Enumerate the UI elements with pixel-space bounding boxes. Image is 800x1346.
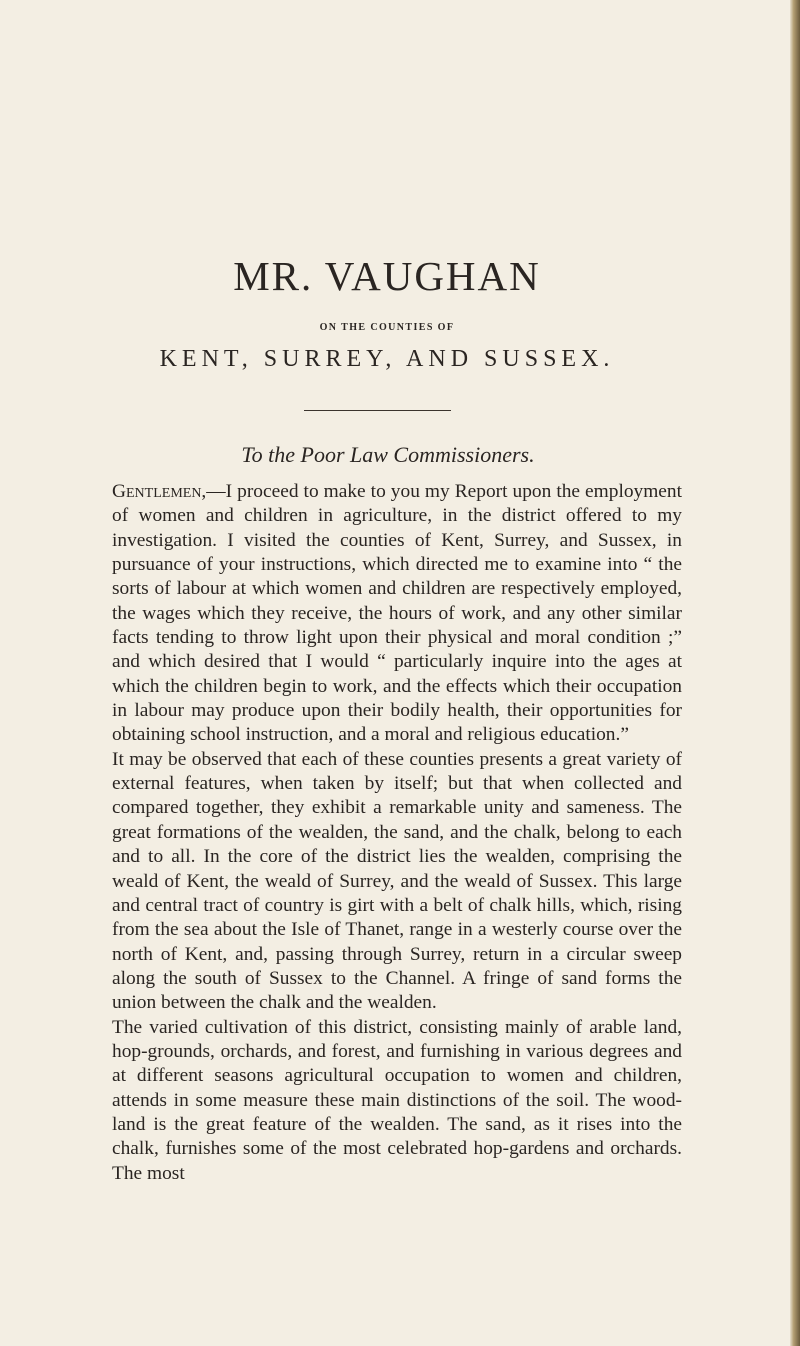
paragraph-1-text: —I proceed to make to you my Report upon the employment of women and children in agriculture, in the district offered to my investigation. I visited the counties of Kent, Surrey, and Sussex, in pursuance of your instructions, which directed me to examine into “ the sorts of labour at which women and children are respectively employed, the wages which they receive, the hours of work, and any other similar facts tending to throw light upon their physical and moral condition ;” and which desired that I would “ particularly inquire into the ages at which the children begin to work, and the effects which their occupation in labour may produce upon their bodily health, their opportunities for obtaining school instruction, and a moral and religious education.” <box>112 481 682 746</box>
report-title: MR. VAUGHAN <box>233 253 541 299</box>
address-line: To the Poor Law Commissioners. <box>241 442 535 467</box>
section-divider <box>304 410 451 411</box>
counties-heading: KENT, SURREY, AND SUSSEX. <box>159 346 615 372</box>
page-edge <box>790 0 800 1346</box>
salutation: Gentlemen, <box>112 481 207 502</box>
paragraph-3: The varied cultivation of this district, consisting mainly of arable land, hop-grounds, orchards, and forest, and furnishing in various degrees and at different seasons agricultural occupation to women and children, attends in some measure these main distinctions of the soil. The wood-land is the great feature of the wealden. The sand, as it rises into the chalk, furnishes some of the most celebrated hop-gardens and orchards. The most <box>112 1016 682 1184</box>
paragraph-1 <box>112 480 682 748</box>
report-subtitle: ON THE COUNTIES OF <box>319 322 455 333</box>
paragraph-2: It may be observed that each of these counties presents a great variety of external features, when taken by itself; but that when collected and compared together, they exhibit a remarkable unity and sameness. The great formations of the wealden, the sand, and the chalk, belong to each and to all. In the core of the district lies the wealden, comprising the weald of Kent, the weald of Surrey, and the weald of Sussex. This large and central tract of country is girt with a belt of chalk hills, which, rising from the sea about the Isle of Thanet, range in a westerly course over the north of Kent, and, passing through Surrey, return in a circular sweep along the south of Sussex to the Channel. A fringe of sand forms the union between the chalk and the wealden. <box>112 748 682 1014</box>
report-body <box>112 480 682 1186</box>
